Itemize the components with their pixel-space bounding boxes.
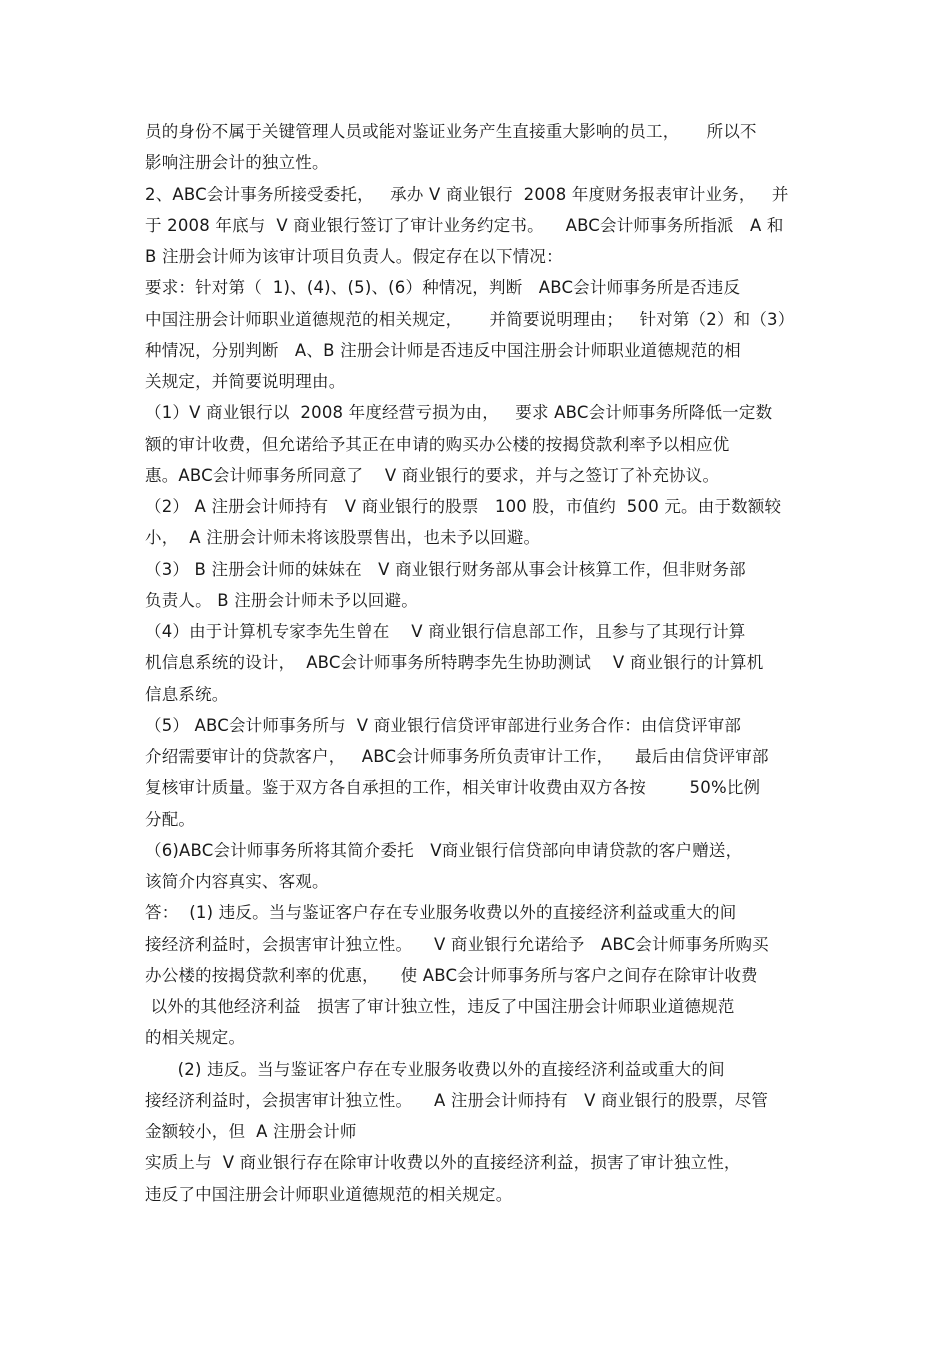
text-line: (2) 违反。当与鉴证客户存在专业服务收费以外的直接经济利益或重大的间	[145, 1060, 725, 1079]
text-line: 违反了中国注册会计师职业道德规范的相关规定。	[145, 1185, 513, 1204]
text-line: 信息系统。	[145, 685, 229, 704]
text-line: B 注册会计师为该审计项目负责人。假定存在以下情况：	[145, 247, 563, 266]
text-line: 的相关规定。	[145, 1028, 246, 1047]
text-line: 要求：针对第（ 1)、(4)、(5)、(6）种情况，判断 ABC会计师事务所是否违反	[145, 278, 741, 297]
text-line: 惠。ABC会计师事务所同意了 V 商业银行的要求，并与之签订了补充协议。	[145, 466, 720, 485]
text-line: 金额较小，但 A 注册会计师	[145, 1122, 357, 1141]
text-line: 机信息系统的设计， ABC会计师事务所特聘李先生协助测试 V 商业银行的计算机	[145, 653, 764, 672]
text-line: （5） ABC会计师事务所与 V 商业银行信贷评审部进行业务合作：由信贷评审部	[145, 716, 742, 735]
text-line: 2、ABC会计事务所接受委托， 承办 V 商业银行 2008 年度财务报表审计业务， 并	[145, 185, 789, 204]
text-line: 介绍需要审计的贷款客户， ABC会计师事务所负责审计工作， 最后由信贷评审部	[145, 747, 769, 766]
text-line: 实质上与 V 商业银行存在除审计收费以外的直接经济利益，损害了审计独立性，	[145, 1153, 741, 1172]
text-line: （6)ABC会计师事务所将其简介委托 V商业银行信贷部向申请贷款的客户赠送，	[145, 841, 743, 860]
text-line: 额的审计收费，但允诺给予其正在申请的购买办公楼的按揭贷款利率予以相应优	[145, 435, 730, 454]
text-line: 关规定，并简要说明理由。	[145, 372, 346, 391]
text-line: 复核审计质量。鉴于双方各自承担的工作，相关审计收费由双方各按 50%比例	[145, 778, 761, 797]
text-line: （4）由于计算机专家李先生曾在 V 商业银行信息部工作，且参与了其现行计算	[145, 622, 746, 641]
text-line: 接经济利益时，会损害审计独立性。 V 商业银行允诺给予 ABC会计师事务所购买	[145, 935, 769, 954]
text-line: 员的身份不属于关键管理人员或能对鉴证业务产生直接重大影响的员工， 所以不	[145, 122, 757, 141]
text-line: 该简介内容真实、客观。	[145, 872, 329, 891]
text-line: （1）V 商业银行以 2008 年度经营亏损为由， 要求 ABC会计师事务所降低一定数	[145, 403, 773, 422]
text-line: 答： (1) 违反。当与鉴证客户存在专业服务收费以外的直接经济利益或重大的间	[145, 903, 737, 922]
text-line: 分配。	[145, 810, 196, 829]
text-line: 接经济利益时，会损害审计独立性。 A 注册会计师持有 V 商业银行的股票，尽管	[145, 1091, 769, 1110]
text-line: 负责人。 B 注册会计师未予以回避。	[145, 591, 418, 610]
text-line: 以外的其他经济利益 损害了审计独立性，违反了中国注册会计师职业道德规范	[145, 997, 735, 1016]
text-line: 于 2008 年底与 V 商业银行签订了审计业务约定书。 ABC会计师事务所指派 A 和	[145, 216, 784, 235]
text-line: 小， A 注册会计师未将该股票售出，也未予以回避。	[145, 528, 541, 547]
text-line: 种情况，分别判断 A、B 注册会计师是否违反中国注册会计师职业道德规范的相	[145, 341, 741, 360]
text-line: （2） A 注册会计师持有 V 商业银行的股票 100 股，市值约 500 元。由于数额较	[145, 497, 782, 516]
text-line: （3） B 注册会计师的妹妹在 V 商业银行财务部从事会计核算工作，但非财务部	[145, 560, 746, 579]
text-line: 影响注册会计的独立性。	[145, 153, 329, 172]
text-line: 办公楼的按揭贷款利率的优惠， 使 ABC会计师事务所与客户之间存在除审计收费	[145, 966, 758, 985]
text-line: 中国注册会计师职业道德规范的相关规定， 并简要说明理由； 针对第（2）和（3）	[145, 310, 795, 329]
